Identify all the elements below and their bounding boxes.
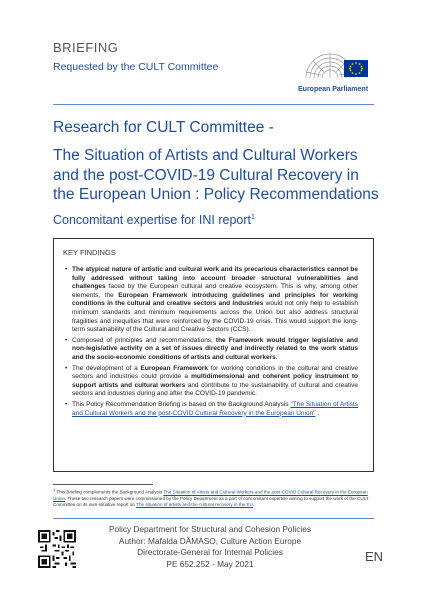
footnote-marker: 1 [251,213,255,221]
key-finding-item: • The development of a European Framework for working conditions in the cultural and creative sectors and industries could provide a multidimensional and coherent policy instrument to support artists and cultural workers and contribute to the sustainability of cultural and creative sectors and industries during and after the COVID-19 pandemic. [72,365,358,399]
logo-wordmark: European Parliament [298,86,369,93]
document-type: BRIEFING [53,40,119,55]
language-code: EN [365,549,384,564]
requested-by: Requested by the CULT Committee [53,61,219,73]
key-findings-box [53,238,374,472]
footer-reference: PE 652.252 - May 2021 [166,558,254,569]
footer-divider [53,518,374,519]
subtitle-text: Concomitant expertise for INI report [53,213,251,227]
key-findings-list [72,266,358,420]
qr-code-icon [38,530,76,568]
footer-author: Author: Mafalda DÂMASO, Culture Action Europe [118,535,302,546]
series-title: Research for CULT Committee - [53,119,274,136]
page-title: The Situation of Artists and Cultural Workers and the post-COVID-19 Cultural Recovery in the European Union : Policy Recommendations [53,147,379,203]
background-analysis-link[interactable]: "The Situation of Artists and Cultural Workers and the post-COVID Cultural Recovery in the European Union" [72,400,358,417]
footnote-divider [53,484,153,485]
key-findings-heading: KEY FINDINGS [63,248,116,257]
key-finding-item: • This Policy Recommendation Briefing is based on the Background Analysis "The Situation of Artists and Cultural Workers and the post-COVID Cultural Recovery in the European Union" . [72,401,358,418]
header-divider [53,104,374,105]
footnote: $^1$ This Briefing complements the Background Analysis The Situation of Artists and Cultural Workers and the post-COVID Cultural Recovery in the European Union. These two research papers were commissioned by the Policy Department as a part of concomitant expertise aiming to support the work of the CULT Committee on its own-initiative report on The situation of artists and the cultural recovery in the EU. [53,487,369,507]
footer-policy-department: Policy Department for Structural and Cohesion Policies [109,524,311,534]
footnote-link-report[interactable]: The situation of artists and the cultural recovery in the EU [136,501,253,507]
key-finding-item: • Composed of principles and recommendations, the Framework would trigger legislative and non-legislative activity on a set of issues directly and indirectly related to the work status and the socio-economic conditions of artists and cultural workers. [72,337,358,363]
footnote-link-analysis[interactable]: The Situation of Artists and Cultural Workers and the post-COVID Cultural Recovery in the European Union [53,489,368,501]
footer-directorate: Directorate-General for Internal Policies [137,547,283,557]
key-finding-item: • The atypical nature of artistic and cultural work and its precarious characteristics cannot be fully addressed without taking into account broader structural vulnerabilities and challenges faced by the European cultural and creative ecosystem. This is why, among other elements, the European Framework introducing guidelines and principles for working conditions in the cultural and creative sectors and industries would not only help to establish minimum standards and minimum requirements across the Union but also address structural fragilities and inequities that were reinforced by the COVID-19 crisis. This would support the long-term sustainability of the Cultural and Creative Sectors (CCS). [72,266,358,335]
footer-info [95,524,325,570]
page-subtitle [53,213,255,227]
